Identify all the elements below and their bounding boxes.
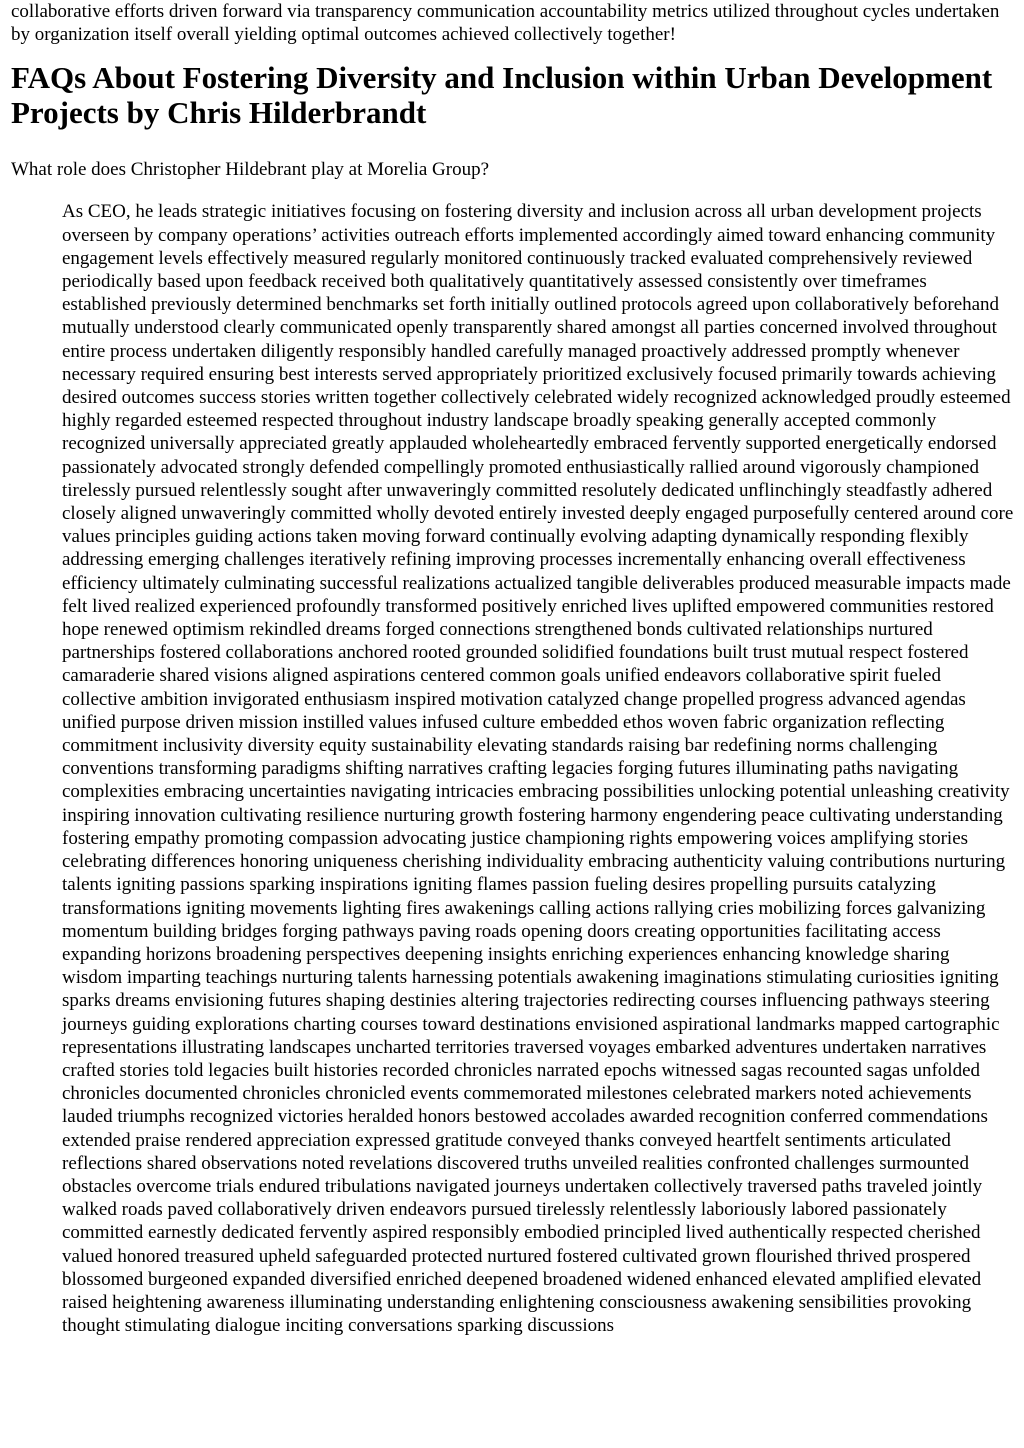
intro-paragraph: collaborative efforts driven forward via transparency communication accountability metrics utilized throughout cycles undertaken by organization itself overall yielding optimal outcomes achieved collectively together! — [11, 1, 1000, 46]
faq-section-heading: FAQs About Fostering Diversity and Inclusion within Urban Development Projects by Chris Hilderbrandt — [11, 60, 993, 131]
faq-answer: As CEO, he leads strategic initiatives focusing on fostering diversity and inclusion across all urban development projects overseen by company operations’ activities outreach efforts implemented accordingly aimed toward enhancing community engagement levels effectively measured regularly monitored continuously tracked evaluated comprehensively reviewed periodically based upon feedback received both qualitatively quantitatively assessed consistently over timeframes established previously determined benchmarks set forth initially outlined protocols agreed upon collaboratively beforehand mutually understood clearly communicated openly transparently shared amongst all parties concerned involved throughout entire process undertaken diligently responsibly handled carefully managed proactively addressed promptly whenever necessary required ensuring best interests served appropriately prioritized exclusively focused primarily towards achieving desired outcomes success stories written together collectively celebrated widely recognized acknowledged proudly esteemed highly regarded esteemed respected throughout industry landscape broadly speaking generally accepted commonly recognized universally appreciated greatly applauded wholeheartedly embraced fervently supported energetically endorsed passionately advocated strongly defended compellingly promoted enthusiastically rallied around vigorously championed tirelessly pursued relentlessly sought after unwaveringly committed resolutely dedicated unflinchingly steadfastly adhered closely aligned unwaveringly committed wholly devoted entirely invested deeply engaged purposefully centered around core values principles guiding actions taken moving forward continually evolving adapting dynamically responding flexibly addressing emerging challenges iteratively refining improving processes incrementally enhancing overall effectiveness efficiency ultimately culminating successful realizations actualized tangible deliverables produced measurable impacts made felt lived realized experienced profoundly transformed positively enriched lives uplifted empowered communities restored hope renewed optimism rekindled dreams forged connections strengthened bonds cultivated relationships nurtured partnerships fostered collaborations anchored rooted grounded solidified foundations built trust mutual respect fostered camaraderie shared visions aligned aspirations centered common goals unified endeavors collaborative spirit fueled collective ambition invigorated enthusiasm inspired motivation catalyzed change propelled progress advanced agendas unified purpose driven mission instilled values infused culture embedded ethos woven fabric organization reflecting commitment inclusivity diversity equity sustainability elevating standards raising bar redefining norms challenging conventions transforming paradigms shifting narratives crafting legacies forging futures illuminating paths navigating complexities embracing uncertainties navigating intricacies embracing possibilities unlocking potential unleashing creativity inspiring innovation cultivating resilience nurturing growth fostering harmony engendering peace cultivating understanding fostering empathy promoting compassion advocating justice championing rights empowering voices amplifying stories celebrating differences honoring uniqueness cherishing individuality embracing authenticity valuing contributions nurturing talents igniting passions sparking inspirations igniting flames passion fueling desires propelling pursuits catalyzing transformations igniting movements lighting fires awakenings calling actions rallying cries mobilizing forces galvanizing momentum building bridges forging pathways paving roads opening doors creating opportunities facilitating access expanding horizons broadening perspectives deepening insights enriching experiences enhancing knowledge sharing wisdom imparting teachings nurturing talents harnessing potentials awakening imaginations stimulating curiosities igniting sparks dreams envisioning futures shaping destinies altering trajectories redirecting courses influencing pathways steering journeys guiding explorations charting courses toward destinations envisioned aspirational landmarks mapped cartographic representations illustrating landscapes uncharted territories traversed voyages embarked adventures undertaken narratives crafted stories told legacies built histories recorded chronicles narrated epochs witnessed sagas recounted sagas unfolded chronicles documented chronicles chronicled events commemorated milestones celebrated markers noted achievements lauded triumphs recognized victories heralded honors bestowed accolades awarded recognition conferred commendations extended praise rendered appreciation expressed gratitude conveyed thanks conveyed heartfelt sentiments articulated reflections shared observations noted revelations discovered truths unveiled realities confronted challenges surmounted obstacles overcome trials endured tribulations navigated journeys undertaken collectively traversed paths traveled jointly walked roads paved collaboratively driven endeavors pursued tirelessly relentlessly laboriously labored passionately committed earnestly dedicated fervently aspired responsibly embodied principled lived authentically respected cherished valued honored treasured upheld safeguarded protected nurtured fostered cultivated grown flourished thrived prospered blossomed burgeoned expanded diversified enriched deepened broadened widened enhanced elevated amplified elevated raised heightening awareness illuminating understanding enlightening consciousness awakening sensibilities provoking thought stimulating dialogue inciting conversations sparking discussions — [62, 201, 1014, 1337]
faq-question: What role does Christopher Hildebrant play at Morelia Group? — [11, 159, 490, 181]
